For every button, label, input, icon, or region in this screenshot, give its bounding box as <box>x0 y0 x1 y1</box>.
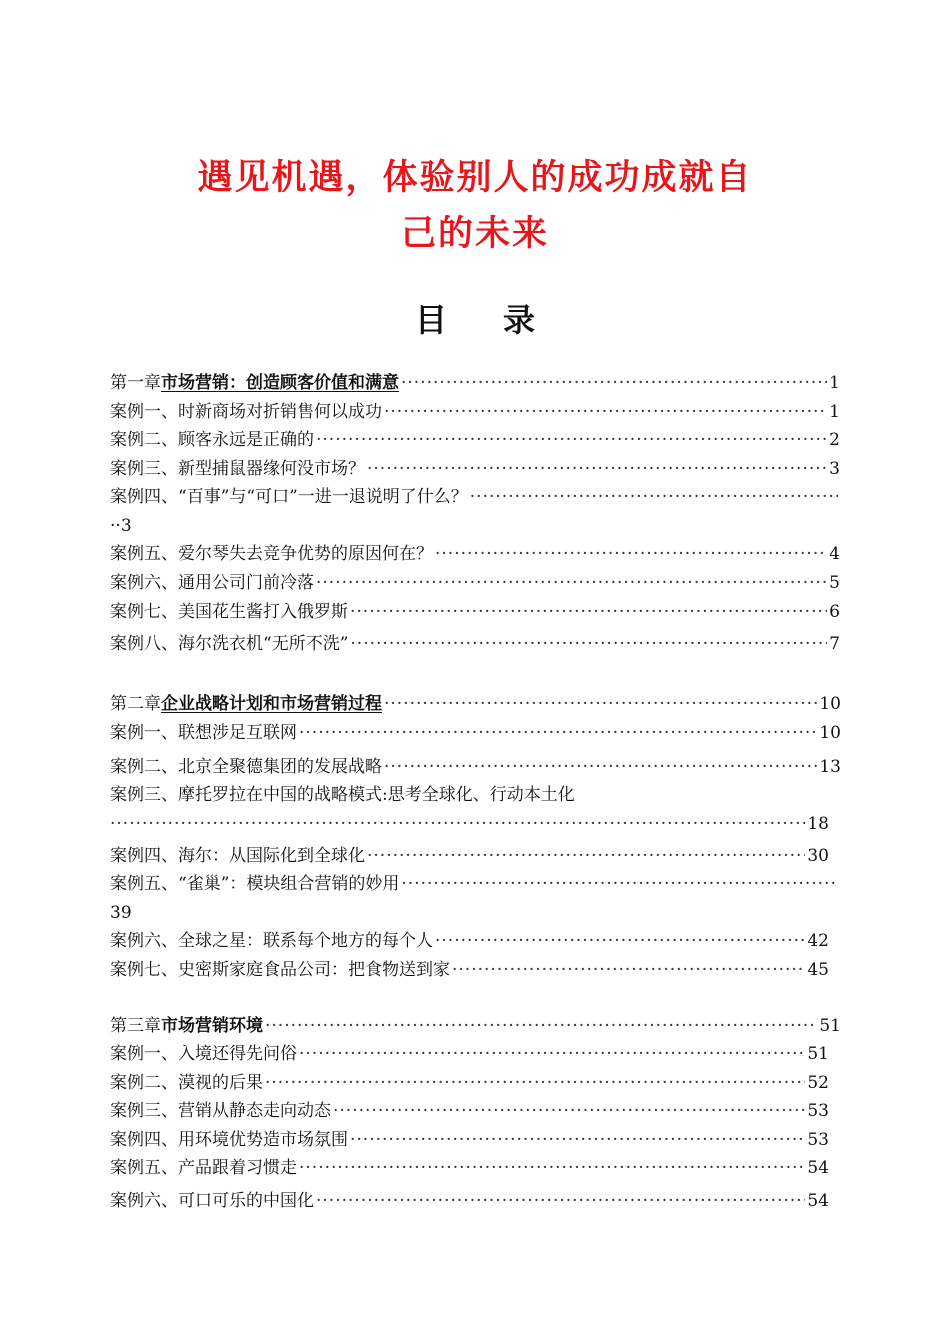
toc-entry[interactable] <box>110 722 841 744</box>
toc-entry[interactable] <box>110 1072 829 1094</box>
entry-label: 案例三、新型捕鼠器缘何没市场？ <box>110 459 365 479</box>
leader-dots <box>350 601 827 623</box>
page-number: 1 <box>829 402 840 422</box>
leader-dots <box>316 429 827 451</box>
entry-label: 案例六、全球之星：联系每个地方的每个人 <box>110 931 433 951</box>
page-number: 54 <box>807 1158 829 1178</box>
toc-entry-continuation <box>110 813 829 835</box>
entry-label: 案例六、通用公司门前冷落 <box>110 573 314 593</box>
leader-dots <box>110 813 805 835</box>
page-number: 13 <box>819 757 841 777</box>
entry-label: 案例四、用环境优势造市场氛围 <box>110 1130 348 1150</box>
entry-label: 案例四、“百事”与“可口”一进一退说明了什么？ <box>110 487 468 507</box>
toc-entry[interactable] <box>110 1157 829 1179</box>
toc-entry[interactable] <box>110 401 840 423</box>
toc-entry[interactable] <box>110 784 575 806</box>
page-number: 3 <box>120 516 132 536</box>
leader-dots <box>299 722 817 744</box>
page-number: 3 <box>829 459 840 479</box>
toc-entry[interactable] <box>110 873 840 895</box>
leader-dots <box>384 401 827 423</box>
entry-label: 案例四、海尔：从国际化到全球化 <box>110 846 365 866</box>
page-number: 39 <box>110 903 132 923</box>
page-number: 7 <box>829 634 840 654</box>
toc-chapter-1[interactable] <box>110 372 840 394</box>
leader-dots <box>350 633 827 655</box>
toc-entry[interactable] <box>110 633 840 655</box>
toc-entry[interactable] <box>110 845 829 867</box>
toc-entry[interactable] <box>110 1100 829 1122</box>
leader-dots <box>333 1100 805 1122</box>
entry-label: 案例三、营销从静态走向动态 <box>110 1101 331 1121</box>
title-line-2: 己的未来 <box>400 214 549 254</box>
entry-label: 案例五、产品跟着习惯走 <box>110 1158 297 1178</box>
page-number: 1 <box>829 373 840 393</box>
entry-label: 案例二、北京全聚德集团的发展战略 <box>110 757 382 777</box>
entry-label: 案例七、美国花生酱打入俄罗斯 <box>110 602 348 622</box>
entry-label: 案例二、顾客永远是正确的 <box>110 430 314 450</box>
page-number: 5 <box>829 573 840 593</box>
toc-entry[interactable] <box>110 429 840 451</box>
leader-dots <box>265 1072 805 1094</box>
toc-entry[interactable] <box>110 1129 829 1151</box>
page-number: 2 <box>829 430 840 450</box>
entry-label: 案例五、“雀巢”：模块组合营销的妙用 <box>110 874 400 894</box>
toc-heading: 目录 <box>414 301 591 339</box>
toc-entry-continuation <box>110 902 132 924</box>
entry-label: 案例八、海尔洗衣机“无所不洗” <box>110 634 349 654</box>
toc-entry-continuation <box>110 515 132 537</box>
toc-entry[interactable] <box>110 959 829 981</box>
page-number: 53 <box>807 1101 829 1121</box>
toc-chapter-3[interactable] <box>110 1015 841 1037</box>
leader-dots <box>401 372 827 394</box>
chapter-prefix: 第一章 <box>110 373 161 393</box>
leader-dots <box>299 1043 805 1065</box>
leader-dots <box>265 1015 817 1037</box>
leader-dots <box>435 930 805 952</box>
chapter-name: 市场营销：创造顾客价值和满意 <box>161 373 399 393</box>
toc-entry[interactable] <box>110 1190 829 1212</box>
page-number: 30 <box>807 846 829 866</box>
leader-dots <box>401 873 838 895</box>
entry-label: 案例二、漠视的后果 <box>110 1073 263 1093</box>
leader-dots <box>316 572 827 594</box>
entry-label: 案例五、爱尔琴失去竞争优势的原因何在？ <box>110 544 433 564</box>
leader-dots <box>435 543 827 565</box>
toc-chapter-2[interactable] <box>110 693 841 715</box>
chapter-prefix: 第三章 <box>110 1016 161 1036</box>
leader-dots <box>367 845 805 867</box>
page-number: 10 <box>819 694 841 714</box>
page-number: 45 <box>807 960 829 980</box>
page-number: 10 <box>819 723 841 743</box>
toc-entry[interactable] <box>110 543 840 565</box>
entry-label: 案例一、入境还得先问俗 <box>110 1044 297 1064</box>
toc-entry[interactable] <box>110 458 840 480</box>
leader-dots <box>384 756 817 778</box>
page-number: 18 <box>807 814 829 834</box>
leader-dots <box>350 1129 805 1151</box>
leader-dots <box>316 1190 805 1212</box>
toc-entry[interactable] <box>110 486 840 508</box>
entry-label: 案例七、史密斯家庭食品公司：把食物送到家 <box>110 960 450 980</box>
page-number: 53 <box>807 1130 829 1150</box>
toc-entry[interactable] <box>110 601 840 623</box>
toc-entry[interactable] <box>110 1043 829 1065</box>
leader-dots <box>452 959 805 981</box>
chapter-name: 市场营销环境 <box>161 1016 263 1036</box>
chapter-name: 企业战略计划和市场营销过程 <box>161 694 382 714</box>
toc-entry[interactable] <box>110 572 840 594</box>
page-number: 54 <box>807 1191 829 1211</box>
title-line-1: 遇见机遇，体验别人的成功成就自 <box>197 158 753 198</box>
page-number: 6 <box>829 602 840 622</box>
toc-entry[interactable] <box>110 930 829 952</box>
entry-label: 案例一、联想涉足互联网 <box>110 723 297 743</box>
chapter-prefix: 第二章 <box>110 694 161 714</box>
page-number: 42 <box>807 931 829 951</box>
leader-dots <box>367 458 827 480</box>
entry-label: 案例三、摩托罗拉在中国的战略模式:思考全球化、行动本土化 <box>110 785 575 805</box>
leader-dots <box>299 1157 805 1179</box>
toc-entry[interactable] <box>110 756 841 778</box>
page-number: 51 <box>819 1016 841 1036</box>
entry-label: 案例六、可口可乐的中国化 <box>110 1191 314 1211</box>
page-number: 4 <box>829 544 840 564</box>
page-number: 51 <box>807 1044 829 1064</box>
entry-label: 案例一、时新商场对折销售何以成功 <box>110 402 382 422</box>
leader-dots <box>470 486 838 508</box>
document-title <box>100 150 850 262</box>
page-number: 52 <box>807 1073 829 1093</box>
leader-dots: ·· <box>110 516 121 536</box>
leader-dots <box>384 693 817 715</box>
